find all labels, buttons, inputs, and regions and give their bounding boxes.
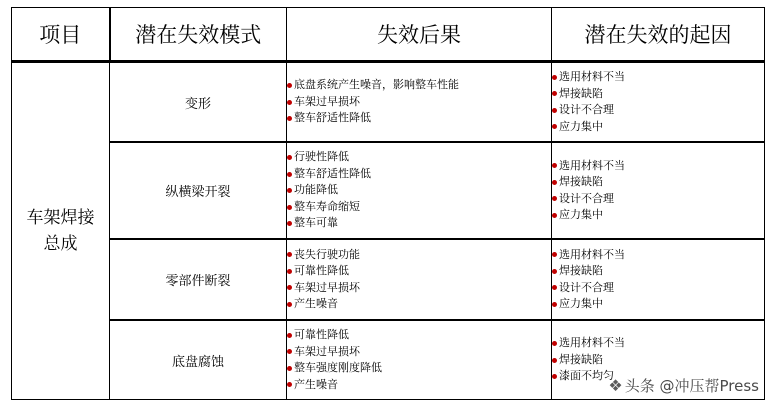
bullet-dot-icon: [287, 285, 292, 290]
bullet-item: [552, 69, 764, 86]
bullet-item: [287, 377, 551, 394]
bullet-dot-icon: [287, 269, 292, 274]
bullet-text: 底盘系统产生噪音，影响整车性能: [294, 78, 459, 92]
bullet-item: [287, 344, 551, 361]
bullet-dot-icon: [287, 382, 292, 387]
bullet-item: [552, 158, 764, 175]
bullet-item: [552, 263, 764, 280]
bullet-text: 可靠性降低: [294, 328, 349, 341]
bullet-item: [287, 360, 551, 377]
item-name-line2: 总成: [43, 234, 78, 254]
bullet-dot-icon: [287, 172, 292, 177]
bullet-dot-icon: [287, 188, 292, 193]
failure-cause-cell: [552, 62, 765, 143]
bullet-item: [287, 280, 551, 297]
bullet-item: [552, 247, 764, 264]
bullet-item: [552, 102, 764, 119]
table-row: [12, 142, 765, 239]
bullet-item: [287, 94, 551, 111]
bullet-dot-icon: [552, 374, 557, 379]
table-row: [12, 239, 765, 320]
bullet-text: 选用材料不当: [559, 247, 625, 261]
bullet-item: [287, 77, 551, 94]
bullet-item: [552, 86, 764, 103]
bullet-dot-icon: [287, 221, 292, 226]
bullet-item: [552, 174, 764, 191]
bullet-dot-icon: [552, 252, 557, 257]
bullet-text: 车架过早损坏: [294, 344, 360, 358]
bullet-text: 车架过早损坏: [294, 280, 360, 294]
bullet-text: 焊接缺陷: [559, 352, 603, 366]
bullet-item: [287, 263, 551, 280]
bullet-dot-icon: [552, 269, 557, 274]
bullet-item: [287, 149, 551, 166]
cause-list: [552, 247, 764, 313]
bullet-dot-icon: [552, 180, 557, 185]
bullet-dot-icon: [287, 83, 292, 88]
bullet-dot-icon: [552, 213, 557, 218]
bullet-text: 功能降低: [294, 183, 338, 197]
header-row: [12, 8, 765, 62]
bullet-text: 焊接缺陷: [559, 86, 603, 100]
bullet-dot-icon: [552, 358, 557, 363]
effect-list: [287, 247, 551, 313]
bullet-text: 整车可靠: [294, 216, 338, 230]
bullet-dot-icon: [287, 116, 292, 121]
bullet-item: [552, 280, 764, 297]
bullet-text: 设计不合理: [559, 280, 614, 294]
bullet-dot-icon: [287, 333, 292, 338]
bullet-text: 选用材料不当: [559, 158, 625, 172]
bullet-item: [287, 110, 551, 127]
bullet-dot-icon: [552, 163, 557, 168]
header-item: 项目: [12, 8, 110, 62]
effect-list: [287, 149, 551, 232]
failure-cause-cell: [552, 142, 765, 239]
failure-mode-cell: 变形: [110, 62, 287, 143]
bullet-item: [552, 207, 764, 224]
bullet-text: 可靠性降低: [294, 264, 349, 277]
failure-effect-cell: [287, 62, 552, 143]
item-cell: [12, 62, 110, 400]
failure-mode-cell: 纵横梁开裂: [110, 142, 287, 239]
bullet-item: [552, 335, 764, 352]
header-failure-mode: 潜在失效模式: [110, 8, 287, 62]
watermark-text: 头条 @冲压帮Press: [624, 377, 759, 395]
item-name-line1: 车架焊接: [26, 208, 95, 228]
bullet-text: 整车舒适性降低: [294, 111, 371, 125]
bullet-text: 产生噪音: [294, 297, 338, 310]
bullet-dot-icon: [552, 75, 557, 80]
bullet-text: 车架过早损坏: [294, 94, 360, 108]
failure-mode-cell: 底盘腐蚀: [110, 320, 287, 400]
fmea-table: [11, 7, 765, 400]
bullet-text: 设计不合理: [559, 191, 614, 205]
bullet-item: [287, 199, 551, 216]
bullet-dot-icon: [552, 124, 557, 129]
bullet-dot-icon: [287, 349, 292, 354]
bullet-text: 漆面不均匀: [559, 369, 614, 383]
bullet-text: 整车强度刚度降低: [294, 361, 382, 374]
bullet-item: [287, 327, 551, 344]
bullet-text: 焊接缺陷: [559, 264, 603, 277]
bullet-text: 应力集中: [559, 119, 603, 133]
bullet-dot-icon: [552, 196, 557, 201]
bullet-dot-icon: [552, 285, 557, 290]
bullet-item: [287, 166, 551, 183]
failure-mode-cell: 零部件断裂: [110, 239, 287, 320]
failure-effect-cell: [287, 142, 552, 239]
table-row: [12, 62, 765, 143]
bullet-text: 选用材料不当: [559, 336, 625, 350]
failure-cause-cell: [552, 239, 765, 320]
effect-list: [287, 77, 551, 127]
bullet-dot-icon: [287, 252, 292, 257]
bullet-item: [287, 247, 551, 264]
bullet-text: 应力集中: [559, 208, 603, 221]
bullet-dot-icon: [287, 100, 292, 105]
cause-list: [552, 69, 764, 135]
cause-list: [552, 158, 764, 224]
bullet-text: 行驶性降低: [294, 150, 349, 164]
failure-effect-cell: [287, 239, 552, 320]
bullet-text: 设计不合理: [559, 103, 614, 116]
header-failure-cause: 潜在失效的起因: [552, 8, 765, 62]
bullet-text: 丧失行驶功能: [294, 247, 360, 261]
bullet-item: [552, 191, 764, 208]
bullet-dot-icon: [287, 302, 292, 307]
bullet-item: [287, 296, 551, 313]
bullet-text: 选用材料不当: [559, 70, 625, 83]
header-failure-effect: 失效后果: [287, 8, 552, 62]
bullet-item: [552, 352, 764, 369]
bullet-dot-icon: [287, 366, 292, 371]
bullet-text: 应力集中: [559, 297, 603, 310]
bullet-dot-icon: [552, 302, 557, 307]
failure-effect-cell: [287, 320, 552, 400]
bullet-dot-icon: [552, 341, 557, 346]
bullet-dot-icon: [287, 205, 292, 210]
bullet-text: 整车寿命缩短: [294, 199, 360, 213]
watermark: [608, 375, 759, 396]
bullet-item: [287, 182, 551, 199]
bullet-dot-icon: [287, 155, 292, 160]
bullet-item: [552, 296, 764, 313]
bullet-text: 整车舒适性降低: [294, 166, 371, 180]
bullet-dot-icon: [552, 108, 557, 113]
effect-list: [287, 327, 551, 393]
toutiao-logo-icon: ❖: [608, 376, 623, 395]
bullet-text: 焊接缺陷: [559, 175, 603, 188]
bullet-item: [287, 215, 551, 232]
bullet-dot-icon: [552, 91, 557, 96]
bullet-text: 产生噪音: [294, 377, 338, 391]
bullet-item: [552, 119, 764, 136]
